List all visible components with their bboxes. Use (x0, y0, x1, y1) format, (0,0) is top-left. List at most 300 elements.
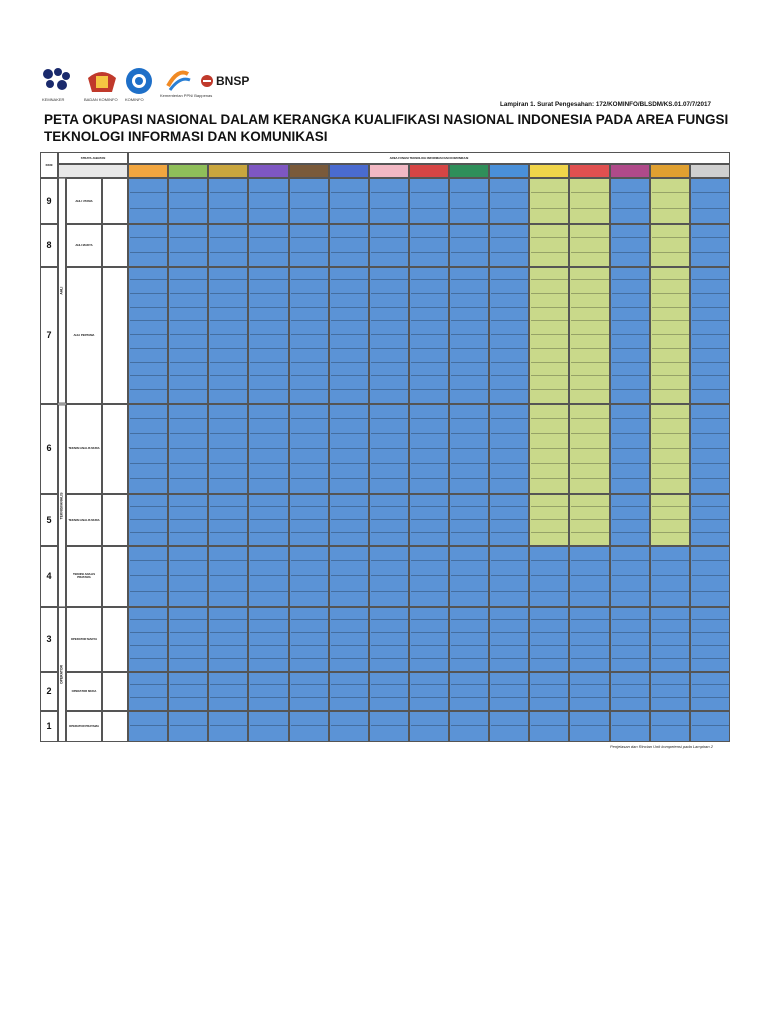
occupation-box (170, 674, 208, 685)
area-cell (529, 494, 569, 546)
occupation-box (612, 226, 650, 238)
occupation-box (210, 282, 248, 294)
area-cell (208, 672, 248, 711)
occupation-box (371, 436, 409, 449)
area-cell (289, 494, 329, 546)
occupation-box (130, 509, 168, 520)
occupation-box (531, 466, 569, 479)
occupation-box (411, 594, 449, 607)
area-cell (128, 267, 168, 404)
occupation-box (411, 578, 449, 591)
occupation-box (612, 496, 650, 507)
occupation-box (531, 269, 569, 281)
occupation-box (371, 622, 409, 633)
occupation-box (291, 365, 329, 377)
occupation-box (411, 255, 449, 267)
occupation-box (170, 392, 208, 404)
occupation-box (692, 700, 730, 711)
occupation-box (612, 674, 650, 685)
occupation-box (210, 609, 248, 620)
occupation-box (652, 661, 690, 672)
occupation-box (652, 296, 690, 308)
occupation-box (531, 351, 569, 363)
occupation-box (331, 674, 369, 685)
occupation-box (531, 310, 569, 322)
occupation-box (571, 351, 609, 363)
occupation-box (491, 548, 529, 561)
occupation-box (531, 180, 569, 193)
occupation-box (130, 240, 168, 252)
occupation-box (170, 240, 208, 252)
occupation-box (531, 436, 569, 449)
area-cell (128, 404, 168, 495)
area-cell (208, 607, 248, 672)
area-function-header-2 (168, 164, 208, 178)
occupation-box (291, 622, 329, 633)
occupation-box (491, 563, 529, 576)
occupation-box (130, 578, 168, 591)
strata-group-2: TEKNISI/ANALIS (58, 404, 66, 607)
area-cell (289, 224, 329, 267)
occupation-box (652, 282, 690, 294)
area-function-header-9 (449, 164, 489, 178)
occupation-box (652, 728, 690, 742)
occupation-box (331, 226, 369, 238)
occupation-box (371, 609, 409, 620)
occupation-box (652, 466, 690, 479)
occupation-box (130, 211, 168, 224)
title-line-2: TEKNOLOGI INFORMASI DAN KOMUNIKASI (44, 129, 328, 144)
occupation-box (331, 255, 369, 267)
occupation-box (291, 436, 329, 449)
occupation-box (371, 635, 409, 646)
occupation-box (571, 337, 609, 349)
occupation-box (531, 406, 569, 419)
area-cell (289, 404, 329, 495)
occupation-box (331, 323, 369, 335)
area-cell (248, 404, 288, 495)
occupation-box (250, 522, 288, 533)
strata-job-4: TEKNISI ANALIS MUDA (66, 404, 102, 495)
occupation-box (612, 578, 650, 591)
occupation-box (652, 713, 690, 727)
occupation-box (612, 563, 650, 576)
occupation-box (491, 180, 529, 193)
occupation-box (170, 594, 208, 607)
area-cell (128, 494, 168, 546)
area-cell (690, 607, 730, 672)
occupation-box (291, 535, 329, 546)
occupation-box (250, 269, 288, 281)
area-cell (248, 267, 288, 404)
occupation-box (250, 578, 288, 591)
occupation-box (451, 421, 489, 434)
occupation-box (692, 310, 730, 322)
occupation-box (130, 563, 168, 576)
area-cell (610, 711, 650, 742)
occupation-box (210, 728, 248, 742)
occupation-box (291, 509, 329, 520)
occupation-box (531, 635, 569, 646)
kkni-header: KKNI (40, 152, 58, 178)
strata-job-2: AHLI MADYA (66, 224, 102, 267)
occupation-box (692, 728, 730, 742)
occupation-box (250, 365, 288, 377)
strata-job-5: TEKNISI ANALIS MUDA (66, 494, 102, 546)
occupation-box (250, 406, 288, 419)
occupation-box (571, 563, 609, 576)
occupation-box (692, 563, 730, 576)
area-cell (449, 178, 489, 224)
occupation-box (692, 406, 730, 419)
area-cell (610, 546, 650, 607)
area-cell (289, 267, 329, 404)
occupation-box (291, 661, 329, 672)
occupation-box (210, 255, 248, 267)
area-cell (168, 607, 208, 672)
occupation-box (130, 496, 168, 507)
area-cell (168, 404, 208, 495)
occupation-box (652, 522, 690, 533)
occupation-box (652, 310, 690, 322)
occupation-box (692, 337, 730, 349)
area-cell (690, 267, 730, 404)
occupation-box (250, 180, 288, 193)
strata-sub-6 (102, 546, 128, 607)
occupation-box (170, 351, 208, 363)
occupation-box (612, 594, 650, 607)
occupation-box (451, 255, 489, 267)
occupation-box (210, 563, 248, 576)
occupation-box (331, 269, 369, 281)
kkni-level-3: 3 (40, 607, 58, 672)
area-cell (329, 672, 369, 711)
occupation-box (411, 323, 449, 335)
occupation-box (571, 282, 609, 294)
occupation-box (612, 310, 650, 322)
occupation-box (491, 496, 529, 507)
occupation-box (531, 713, 569, 727)
occupation-box (652, 535, 690, 546)
occupation-box (291, 563, 329, 576)
area-cell (128, 224, 168, 267)
occupation-box (571, 728, 609, 742)
occupation-box (371, 466, 409, 479)
occupation-box (491, 687, 529, 698)
occupation-box (652, 406, 690, 419)
occupation-box (571, 226, 609, 238)
occupation-box (130, 195, 168, 208)
occupation-box (571, 180, 609, 193)
area-cell (529, 267, 569, 404)
occupation-box (371, 337, 409, 349)
occupation-box (652, 700, 690, 711)
occupation-box (331, 563, 369, 576)
occupation-box (491, 337, 529, 349)
occupation-box (250, 594, 288, 607)
occupation-box (170, 635, 208, 646)
occupation-box (210, 211, 248, 224)
occupation-box (170, 466, 208, 479)
occupation-box (291, 269, 329, 281)
occupation-box (491, 713, 529, 727)
area-cell (569, 607, 609, 672)
occupation-box (451, 378, 489, 390)
kkni-level-1: 1 (40, 711, 58, 742)
area-cell (248, 711, 288, 742)
occupation-box (451, 451, 489, 464)
occupation-box (331, 365, 369, 377)
occupation-box (531, 622, 569, 633)
occupation-box (331, 310, 369, 322)
occupation-box (491, 622, 529, 633)
occupation-box (411, 648, 449, 659)
area-cell (369, 711, 409, 742)
area-cell (569, 672, 609, 711)
occupation-box (371, 687, 409, 698)
occupation-box (491, 195, 529, 208)
area-cell (489, 607, 529, 672)
strata-job-7: OPERATOR MADYA (66, 607, 102, 672)
occupation-box (411, 406, 449, 419)
occupation-box (170, 406, 208, 419)
occupation-box (692, 522, 730, 533)
occupation-box (451, 211, 489, 224)
occupation-box (331, 180, 369, 193)
occupation-box (652, 323, 690, 335)
occupation-box (491, 323, 529, 335)
area-cell (369, 178, 409, 224)
strata-sub-3 (102, 267, 128, 404)
footnote: Penjelasan dan Rincian Unit kompetensi pada Lampiran 2 (610, 744, 713, 749)
area-cell (168, 711, 208, 742)
kkni-level-5: 5 (40, 494, 58, 546)
occupation-box (250, 713, 288, 727)
occupation-box (491, 255, 529, 267)
occupation-box (612, 296, 650, 308)
area-cell (208, 494, 248, 546)
strata-sub-7 (102, 607, 128, 672)
occupation-box (531, 323, 569, 335)
occupation-box (451, 594, 489, 607)
occupation-box (331, 406, 369, 419)
strata-job-8: OPERATOR MUDA (66, 672, 102, 711)
occupation-box (571, 481, 609, 494)
occupation-box (170, 180, 208, 193)
occupation-box (491, 635, 529, 646)
occupation-box (291, 648, 329, 659)
area-cell (289, 607, 329, 672)
occupation-box (491, 392, 529, 404)
occupation-box (571, 269, 609, 281)
occupation-box (130, 255, 168, 267)
occupation-box (652, 496, 690, 507)
occupation-box (411, 351, 449, 363)
area-cell (690, 711, 730, 742)
occupation-box (491, 211, 529, 224)
occupation-box (612, 451, 650, 464)
occupation-map-table (40, 152, 730, 742)
occupation-box (291, 211, 329, 224)
occupation-box (371, 310, 409, 322)
occupation-box (210, 337, 248, 349)
occupation-box (411, 700, 449, 711)
strata-sub-4 (102, 404, 128, 495)
strata-sub-9 (102, 711, 128, 742)
occupation-box (170, 622, 208, 633)
occupation-box (331, 578, 369, 591)
area-cell (449, 546, 489, 607)
occupation-box (692, 282, 730, 294)
occupation-box (612, 687, 650, 698)
kominfo-caption: KOMINFO (125, 97, 144, 102)
occupation-box (411, 240, 449, 252)
occupation-box (411, 661, 449, 672)
occupation-box (291, 255, 329, 267)
occupation-box (371, 578, 409, 591)
area-function-header-14 (650, 164, 690, 178)
occupation-box (531, 195, 569, 208)
occupation-box (692, 255, 730, 267)
area-cell (449, 404, 489, 495)
occupation-box (451, 522, 489, 533)
occupation-box (210, 548, 248, 561)
occupation-box (210, 578, 248, 591)
occupation-box (371, 269, 409, 281)
occupation-box (692, 269, 730, 281)
occupation-box (531, 661, 569, 672)
occupation-box (371, 481, 409, 494)
occupation-box (491, 351, 529, 363)
occupation-box (491, 282, 529, 294)
occupation-box (692, 323, 730, 335)
occupation-box (371, 365, 409, 377)
occupation-box (371, 713, 409, 727)
area-cell (610, 404, 650, 495)
occupation-box (612, 466, 650, 479)
area-cell (329, 607, 369, 672)
area-cell (208, 267, 248, 404)
occupation-box (571, 496, 609, 507)
occupation-box (250, 421, 288, 434)
occupation-box (371, 421, 409, 434)
occupation-box (491, 451, 529, 464)
strata-sub-1 (102, 178, 128, 224)
occupation-box (612, 622, 650, 633)
occupation-box (331, 700, 369, 711)
occupation-box (451, 674, 489, 685)
occupation-box (170, 282, 208, 294)
occupation-box (250, 392, 288, 404)
occupation-box (291, 392, 329, 404)
occupation-box (130, 466, 168, 479)
occupation-box (331, 211, 369, 224)
occupation-box (170, 269, 208, 281)
occupation-box (371, 728, 409, 742)
occupation-box (652, 351, 690, 363)
area-fungsi-header: AREA FUNGSI TEKNOLOGI INFORMASI DAN KOMUNIKASI (128, 152, 730, 164)
occupation-box (170, 548, 208, 561)
occupation-box (250, 451, 288, 464)
occupation-box (210, 323, 248, 335)
occupation-box (371, 406, 409, 419)
occupation-box (210, 436, 248, 449)
occupation-box (210, 594, 248, 607)
occupation-box (170, 728, 208, 742)
area-cell (610, 178, 650, 224)
occupation-box (371, 661, 409, 672)
occupation-box (291, 310, 329, 322)
occupation-box (531, 728, 569, 742)
occupation-box (692, 351, 730, 363)
area-cell (529, 711, 569, 742)
occupation-box (411, 674, 449, 685)
occupation-box (331, 195, 369, 208)
occupation-box (130, 337, 168, 349)
occupation-box (411, 378, 449, 390)
strata-job-1: AHLI UTAMA (66, 178, 102, 224)
occupation-box (250, 378, 288, 390)
occupation-box (130, 648, 168, 659)
occupation-box (612, 436, 650, 449)
occupation-box (130, 296, 168, 308)
occupation-box (411, 713, 449, 727)
occupation-box (491, 406, 529, 419)
occupation-box (130, 269, 168, 281)
occupation-box (612, 195, 650, 208)
area-function-header-1 (128, 164, 168, 178)
occupation-box (692, 378, 730, 390)
occupation-box (491, 522, 529, 533)
area-cell (650, 178, 690, 224)
occupation-box (210, 269, 248, 281)
area-cell (409, 224, 449, 267)
occupation-box (331, 351, 369, 363)
occupation-box (692, 578, 730, 591)
area-cell (329, 267, 369, 404)
occupation-box (652, 240, 690, 252)
occupation-box (210, 713, 248, 727)
occupation-box (531, 451, 569, 464)
occupation-box (491, 609, 529, 620)
occupation-box (371, 509, 409, 520)
area-cell (569, 224, 609, 267)
occupation-box (411, 180, 449, 193)
occupation-box (130, 323, 168, 335)
occupation-box (331, 392, 369, 404)
occupation-box (371, 180, 409, 193)
occupation-box (571, 661, 609, 672)
occupation-box (130, 728, 168, 742)
occupation-box (210, 622, 248, 633)
occupation-box (291, 728, 329, 742)
occupation-box (531, 563, 569, 576)
occupation-box (451, 481, 489, 494)
occupation-box (692, 687, 730, 698)
occupation-box (531, 594, 569, 607)
occupation-box (491, 728, 529, 742)
occupation-box (411, 451, 449, 464)
occupation-box (451, 337, 489, 349)
badan-kominfo-caption: BADAN KOMINFO (84, 97, 118, 102)
occupation-box (451, 296, 489, 308)
area-cell (489, 404, 529, 495)
occupation-box (210, 509, 248, 520)
occupation-box (531, 282, 569, 294)
area-cell (128, 546, 168, 607)
occupation-box (210, 648, 248, 659)
occupation-box (451, 661, 489, 672)
